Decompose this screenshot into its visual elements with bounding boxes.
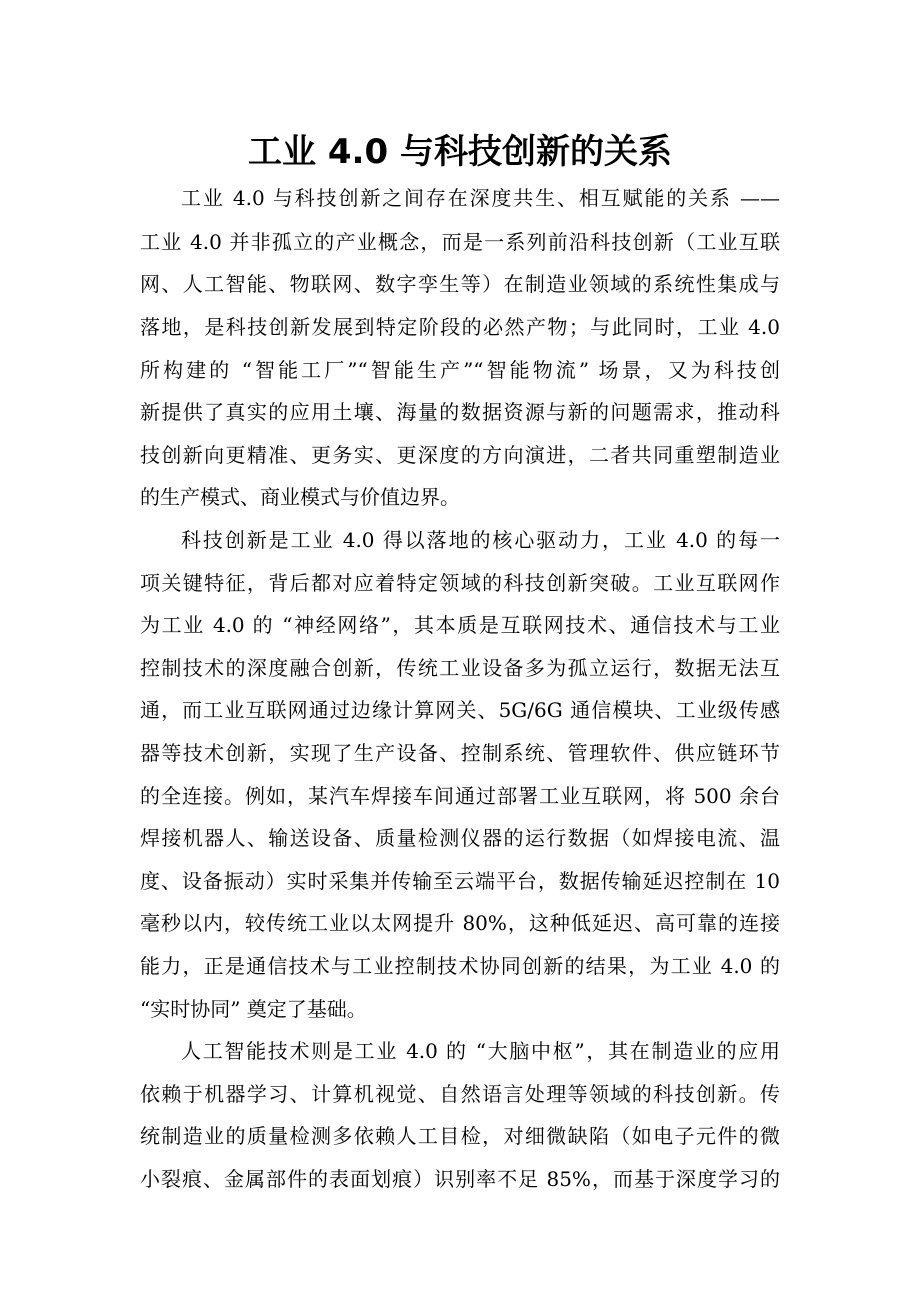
text-line: 网、人工智能、物联网、数字孪生等）在制造业领域的系统性集成与 (140, 272, 780, 296)
text-line: 技创新向更精准、更务实、更深度的方向演进，二者共同重塑制造业 (140, 443, 780, 467)
text-line: 度、设备振动）实时采集并传输至云端平台，数据传输延迟控制在 10 (140, 869, 780, 893)
text-line: 项关键特征，背后都对应着特定领域的科技创新突破。工业互联网作 (140, 571, 780, 595)
text-line: 统制造业的质量检测多依赖人工目检，对细微缺陷（如电子元件的微 (140, 1124, 780, 1148)
text-line: 小裂痕、金属部件的表面划痕）识别率不足 85%，而基于深度学习的 (140, 1167, 780, 1191)
text-line: 落地，是科技创新发展到特定阶段的必然产物；与此同时，工业 4.0 (140, 315, 780, 339)
text-line: 工业 4.0 与科技创新之间存在深度共生、相互赋能的关系 —— (181, 186, 780, 210)
text-line: 新提供了真实的应用土壤、海量的数据资源与新的问题需求，推动科 (140, 400, 780, 424)
text-line: 控制技术的深度融合创新，传统工业设备多为孤立运行，数据无法互 (140, 656, 780, 680)
text-line: 人工智能技术则是工业 4.0 的 “大脑中枢”，其在制造业的应用 (181, 1039, 780, 1063)
text-line: 通，而工业互联网通过边缘计算网关、5G/6G 通信模块、工业级传感 (140, 698, 780, 722)
text-line: 依赖于机器学习、计算机视觉、自然语言处理等领域的科技创新。传 (140, 1082, 780, 1106)
text-line: 的生产模式、商业模式与价值边界。 (140, 485, 460, 509)
text-line: “实时协同” 奠定了基础。 (140, 997, 367, 1021)
text-line: 毫秒以内，较传统工业以太网提升 80%，这种低延迟、高可靠的连接 (140, 911, 780, 935)
text-line: 工业 4.0 并非孤立的产业概念，而是一系列前沿科技创新（工业互联 (140, 230, 780, 254)
text-line: 器等技术创新，实现了生产设备、控制系统、管理软件、供应链环节 (140, 741, 780, 765)
text-line: 所构建的 “智能工厂”“智能生产”“智能物流” 场景，又为科技创 (140, 358, 780, 382)
text-line: 的全连接。例如，某汽车焊接车间通过部署工业互联网，将 500 余台 (140, 784, 780, 808)
page-title: 工业 4.0 与科技创新的关系 (248, 132, 672, 172)
text-line: 科技创新是工业 4.0 得以落地的核心驱动力，工业 4.0 的每一 (181, 528, 780, 552)
text-line: 能力，正是通信技术与工业控制技术协同创新的结果，为工业 4.0 的 (140, 954, 780, 978)
text-line: 为工业 4.0 的 “神经网络”，其本质是互联网技术、通信技术与工业 (140, 613, 780, 637)
text-line: 焊接机器人、输送设备、质量检测仪器的运行数据（如焊接电流、温 (140, 826, 780, 850)
